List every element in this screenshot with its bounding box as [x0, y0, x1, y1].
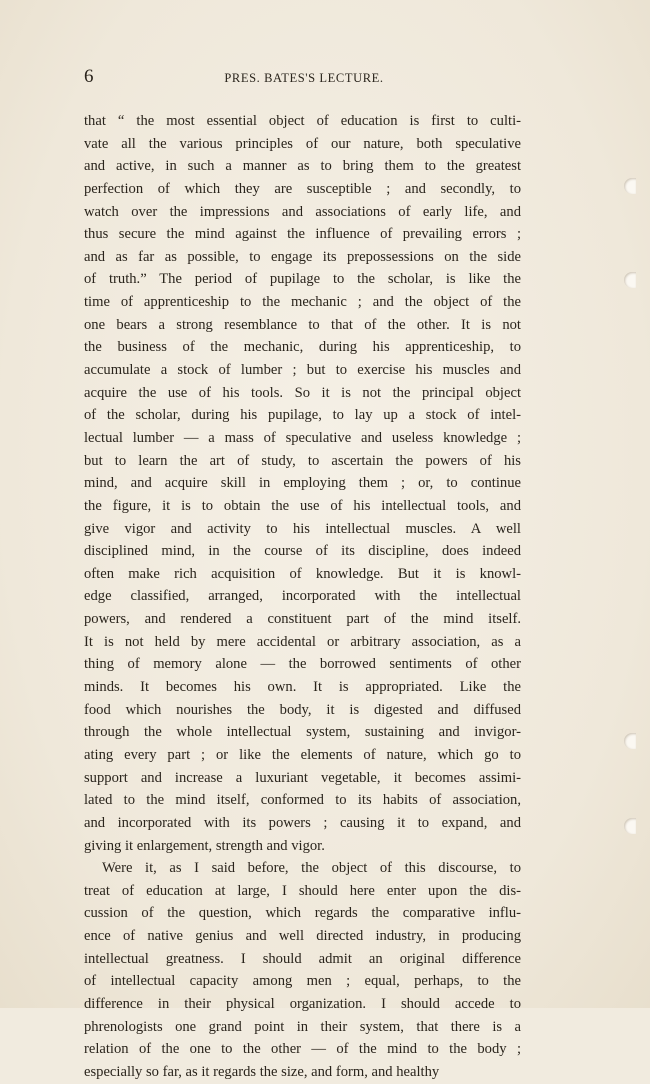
text-line: lectual lumber — a mass of speculative and useless knowledge ; — [84, 429, 521, 446]
text-line: especially so far, as it regards the size, and form, and healthy — [84, 1063, 440, 1080]
text-line: minds. It becomes his own. It is appropriated. Like the — [84, 679, 521, 696]
text-line: intellectual greatness. I should admit an original difference — [84, 950, 521, 967]
text-line: ence of native genius and well directed industry, in producing — [84, 928, 521, 945]
text-line: giving it enlargement, strength and vigor. — [84, 837, 325, 854]
text-line: the business of the mechanic, during his apprenticeship, to — [84, 339, 521, 356]
text-line: and active, in such a manner as to bring them to the greatest — [84, 158, 521, 175]
text-line: often make rich acquisition of knowledge. But it is knowl- — [84, 565, 521, 582]
text-line: lated to the mind itself, conformed to its habits of association, — [84, 792, 521, 809]
text-line: through the whole intellectual system, sustaining and invigor- — [84, 724, 521, 741]
text-line: one bears a strong resemblance to that of the other. It is not — [84, 316, 521, 333]
text-line: watch over the impressions and associations of early life, and — [84, 203, 521, 220]
binding-hole — [624, 818, 636, 834]
text-line: of truth.” The period of pupilage to the scholar, is like the — [84, 271, 521, 288]
text-line: disciplined mind, in the course of its discipline, does indeed — [84, 543, 521, 560]
text-line: edge classified, arranged, incorporated with the intellectual — [84, 588, 521, 605]
text-line: vate all the various principles of our nature, both speculative — [84, 135, 521, 152]
text-line: mind, and acquire skill in employing them ; or, to continue — [84, 475, 521, 492]
text-line: the figure, it is to obtain the use of his intellectual tools, and — [84, 497, 521, 514]
text-line: thing of memory alone — the borrowed sentiments of other — [84, 656, 521, 673]
text-line: ating every part ; or like the elements of nature, which go to — [84, 746, 521, 763]
text-line: support and increase a luxuriant vegetable, it becomes assimi- — [84, 769, 521, 786]
text-line: of the scholar, during his pupilage, to lay up a stock of intel- — [84, 407, 521, 424]
page-header — [84, 66, 524, 90]
body-text — [84, 110, 521, 1084]
text-line: difference in their physical organization. I should accede to — [84, 995, 521, 1012]
text-line: give vigor and activity to his intellectual muscles. A well — [84, 520, 521, 537]
text-line: Were it, as I said before, the object of this discourse, to — [102, 860, 521, 877]
text-line: but to learn the art of study, to ascertain the powers of his — [84, 452, 521, 469]
text-line: acquire the use of his tools. So it is not the principal object — [84, 384, 521, 401]
running-head: PRES. BATES'S LECTURE. — [224, 71, 384, 85]
text-line: phrenologists one grand point in their system, that there is a — [84, 1018, 521, 1035]
text-line: accumulate a stock of lumber ; but to exercise his muscles and — [84, 362, 521, 379]
text-line: and incorporated with its powers ; causing it to expand, and — [84, 814, 521, 831]
text-line: food which nourishes the body, it is digested and diffused — [84, 701, 521, 718]
binding-hole — [624, 733, 636, 749]
binding-hole — [624, 272, 636, 288]
text-line: that “ the most essential object of education is first to culti- — [84, 113, 521, 129]
text-line: treat of education at large, I should here enter upon the dis- — [84, 882, 521, 899]
text-line: cussion of the question, which regards the comparative influ- — [84, 905, 521, 922]
text-line: time of apprenticeship to the mechanic ; and the object of the — [84, 294, 521, 311]
text-line: thus secure the mind against the influence of prevailing errors ; — [84, 226, 521, 243]
page-number: 6 — [84, 66, 94, 87]
text-line: relation of the one to the other — of the mind to the body ; — [84, 1041, 521, 1058]
text-line: perfection of which they are susceptible ; and secondly, to — [84, 180, 521, 197]
text-line: powers, and rendered a constituent part of the mind itself. — [84, 611, 521, 628]
binding-hole — [624, 178, 636, 194]
text-line: and as far as possible, to engage its prepossessions on the side — [84, 248, 521, 265]
text-line: It is not held by mere accidental or arbitrary association, as a — [84, 633, 521, 650]
text-line: of intellectual capacity among men ; equal, perhaps, to the — [84, 973, 521, 990]
